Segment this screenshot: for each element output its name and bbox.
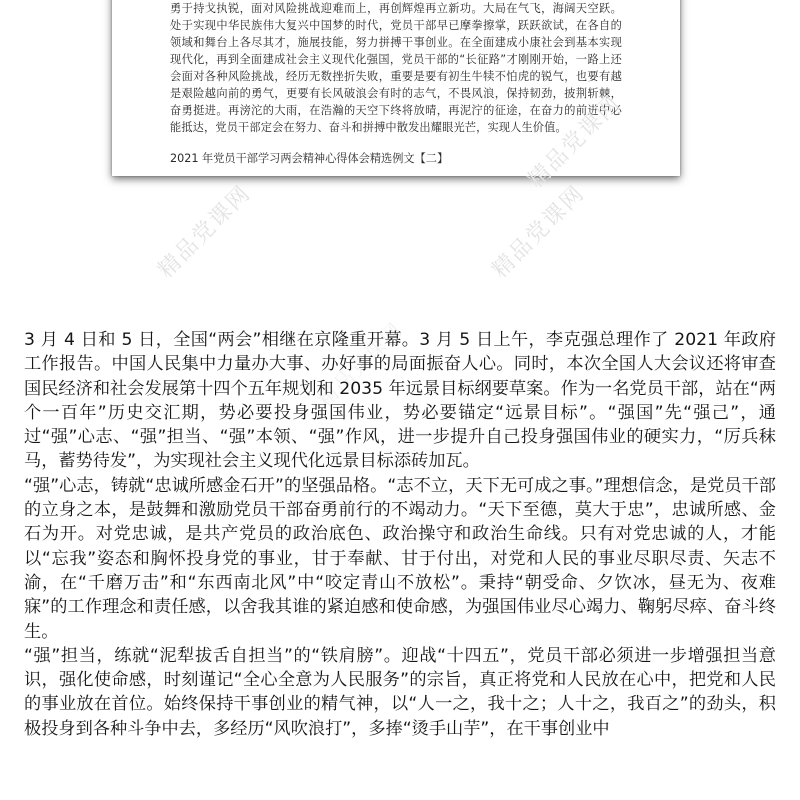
card-text: 勇于持戈执锐，面对风险挑战迎难而上，再创辉煌再立新功。大局在气飞，海阔天空跃。处于实现中华民族伟大复兴中国梦的时代，党员干部早已摩拳擦掌，跃跃欲试，在各自的领域和舞台上各尽其才，施展技能，努力拼搏干事创业。在全面建成小康社会到基本实现现代化，再到全面建成社会主义现代化强国，党员干部的“长征路”才刚刚开始，一路上还会面对各种风险挑战，经历无数挫折失败，重要是要有初生牛犊不怕虎的锐气，也要有越是艰险越向前的勇气，更要有长风破浪会有时的志气，不畏风浪，保持韧劲，披荆斩棘，奋勇挺进。再滂沱的大雨，在浩瀚的天空下终将放晴，再泥泞的征途，在奋力的前进中必能抵达，党员干部定会在努力、奋斗和拼搏中散发出耀眼光芒，实现人生价值。 — [170, 2, 622, 134]
article-paragraph: “强”担当，练就“泥犁拔舌自担当”的“铁肩膀”。迎战“十四五”，党员干部必须进一步增强担当意识，强化使命感，时刻谨记“全心全意为人民服务”的宗旨，真正将党和人民放在心中，把党和人民的事业放在首位。始终保持干事创业的精气神，以“人一之，我十之；人十之，我百之”的劲头，积极投身到各种斗争中去，多经历“风吹浪打”，多捧“烫手山芋”，在干事创业中 — [24, 645, 776, 739]
watermark: 精品党课网 — [312, 317, 408, 412]
watermark: 精品党课网 — [153, 180, 257, 284]
watermark: 精品党课网 — [487, 180, 591, 284]
article-paragraph: “强”心志，铸就“忠诚所感金石开”的坚强品格。“志不立，天下无可成之事。”理想信念，是党员干部的立身之本，是鼓舞和激励党员干部奋勇前行的不竭动力。“天下至德，莫大于忠”，忠诚所感、金石为开。对党忠诚，是共产党员的政治底色、政治操守和政治生命线。只有对党忠诚的人，才能以“忘我”姿态和胸怀投身党的事业，甘于奉献、甘于付出，对党和人民的事业尽职尽责、矢志不渝，在“千磨万击”和“东西南北风”中“咬定青山不放松”。秉持“朝受命、夕饮冰，昼无为、夜难寐”的工作理念和责任感，以舍我其谁的紧迫感和使命感，为强国伟业尽心竭力、鞠躬尽瘁、奋斗终生。 — [24, 475, 776, 642]
document-preview-card — [112, 0, 680, 176]
watermark: 精品党课网 — [523, 90, 627, 194]
card-footer-title: 2021 年党员干部学习两会精神心得体会精选例文【二】 — [170, 152, 449, 165]
article-body — [24, 328, 776, 741]
article-paragraph: 3 月 4 日和 5 日，全国“两会”相继在京隆重开幕。3 月 5 日上午，李克强总理作了 2021 年政府工作报告。中国人民集中力量办大事、办好事的局面振奋人心。同时，本次全国人大会议还将审查国民经济和社会发展第十四个五年规划和 2035 年远景目标纲要草案。作为一名党员干部，站在“两个一百年”历史交汇期，势必要投身强国伟业，势必要锚定“远景目标”。“强国”先“强己”，通过“强”心志、“强”担当、“强”本领、“强”作风，进一步提升自己投身强国伟业的硬实力，“厉兵秣马，蓄势待发”，为实现社会主义现代化远景目标添砖加瓦。 — [24, 330, 776, 472]
